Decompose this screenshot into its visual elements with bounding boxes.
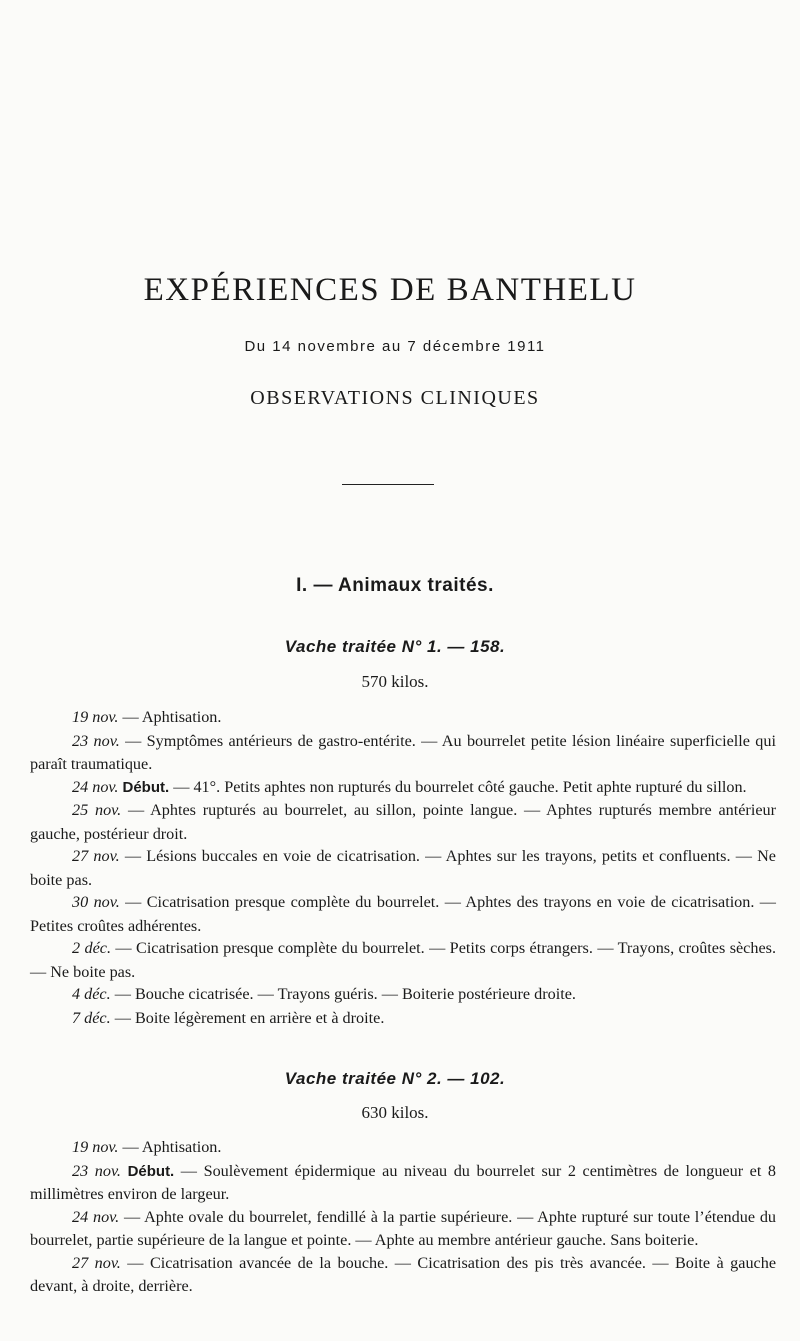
entry-text: — Bouche cicatrisée. — Trayons guéris. — Boiterie postérieure droite. xyxy=(110,985,576,1003)
entry xyxy=(30,1252,776,1298)
entry-text: — Soulèvement épidermique au niveau du bourrelet sur 2 centimètres de longueur et 8 millimètres environ de largeur. xyxy=(30,1161,777,1203)
entry xyxy=(30,1136,776,1160)
divider xyxy=(342,484,434,485)
vache-entries xyxy=(30,1136,776,1298)
entry xyxy=(30,891,776,937)
entry-debut: Début. xyxy=(127,1162,175,1180)
entry-date: 30 nov. xyxy=(72,893,120,911)
entry-debut: Début. xyxy=(122,778,170,796)
entry-text: — Boite légèrement en arrière et à droite. xyxy=(110,1008,385,1027)
entry-text: — Aphte ovale du bourrelet, fendillé à la partie supérieure. — Aphte rupturé sur toute l’étendue du bourrelet, partie supérieure de la langue et pointe. — Aphte au membre antérieur gauche. Sans boiterie. xyxy=(30,1207,777,1249)
entry-date: 27 nov. xyxy=(72,847,120,865)
entry-date: 23 nov. xyxy=(72,1161,121,1180)
entry-text: — Aphtes rupturés au bourrelet, au sillon, pointe langue. — Aphtes rupturés membre antérieur gauche, postérieur droit. xyxy=(30,801,776,843)
entry-date: 2 déc. xyxy=(72,939,112,957)
page-title: EXPÉRIENCES DE BANTHELU xyxy=(143,272,637,308)
vache-heading: Vache traitée N° 1. — 158. xyxy=(284,637,506,656)
entry-text: — Aphtisation. xyxy=(118,708,222,726)
entry xyxy=(30,776,776,800)
entry-date: 19 nov. xyxy=(72,708,119,726)
entry-text: — 41°. Petits aphtes non rupturés du bourrelet côté gauche. Petit aphte rupturé du sillon. xyxy=(169,777,747,796)
vache-entries xyxy=(30,706,776,1030)
entry xyxy=(30,983,776,1007)
date-range: Du 14 novembre au 7 décembre 1911 xyxy=(244,338,546,355)
entry-text: — Cicatrisation avancée de la bouche. — Cicatrisation des pis très avancée. — Boite à gauche devant, à droite, derrière. xyxy=(30,1253,776,1295)
vache-weight: 570 kilos. xyxy=(361,672,429,691)
entry-date: 24 nov. xyxy=(72,777,119,796)
entry xyxy=(30,1206,776,1252)
entry-date: 19 nov. xyxy=(72,1138,119,1156)
vache-heading: Vache traitée N° 2. — 102. xyxy=(284,1069,506,1088)
entry-text: — Cicatrisation presque complète du bourrelet. — Aphtes des trayons en voie de cicatrisation. — Petites croûtes adhérentes. xyxy=(30,893,776,935)
entry xyxy=(30,937,776,983)
entry-date: 23 nov. xyxy=(72,731,120,750)
entry-date: 24 nov. xyxy=(72,1207,120,1226)
entry-date: 25 nov. xyxy=(72,801,122,819)
entry-text: — Symptômes antérieurs de gastro-entérite. — Au bourrelet petite lésion linéaire superficielle qui paraît traumatique. xyxy=(30,731,776,773)
section-title: I. — Animaux traités. xyxy=(296,575,494,596)
entry xyxy=(30,845,776,891)
entry xyxy=(30,1160,776,1206)
entry-text: — Cicatrisation presque complète du bourrelet. — Petits corps étrangers. — Trayons, croûtes sèches. — Ne boite pas. xyxy=(30,939,776,981)
entry-date: 7 déc. xyxy=(72,1008,111,1027)
entry xyxy=(30,730,776,776)
entry-text: — Lésions buccales en voie de cicatrisation. — Aphtes sur les trayons, petits et confluents. — Ne boite pas. xyxy=(30,847,776,889)
entry xyxy=(30,706,776,730)
vache-weight: 630 kilos. xyxy=(361,1103,429,1122)
entry xyxy=(30,799,776,845)
page-subtitle: OBSERVATIONS CLINIQUES xyxy=(250,387,540,409)
entry xyxy=(30,1007,776,1031)
entry-date: 27 nov. xyxy=(72,1253,121,1272)
entry-text: — Aphtisation. xyxy=(118,1138,222,1156)
entry-date: 4 déc. xyxy=(72,985,111,1003)
